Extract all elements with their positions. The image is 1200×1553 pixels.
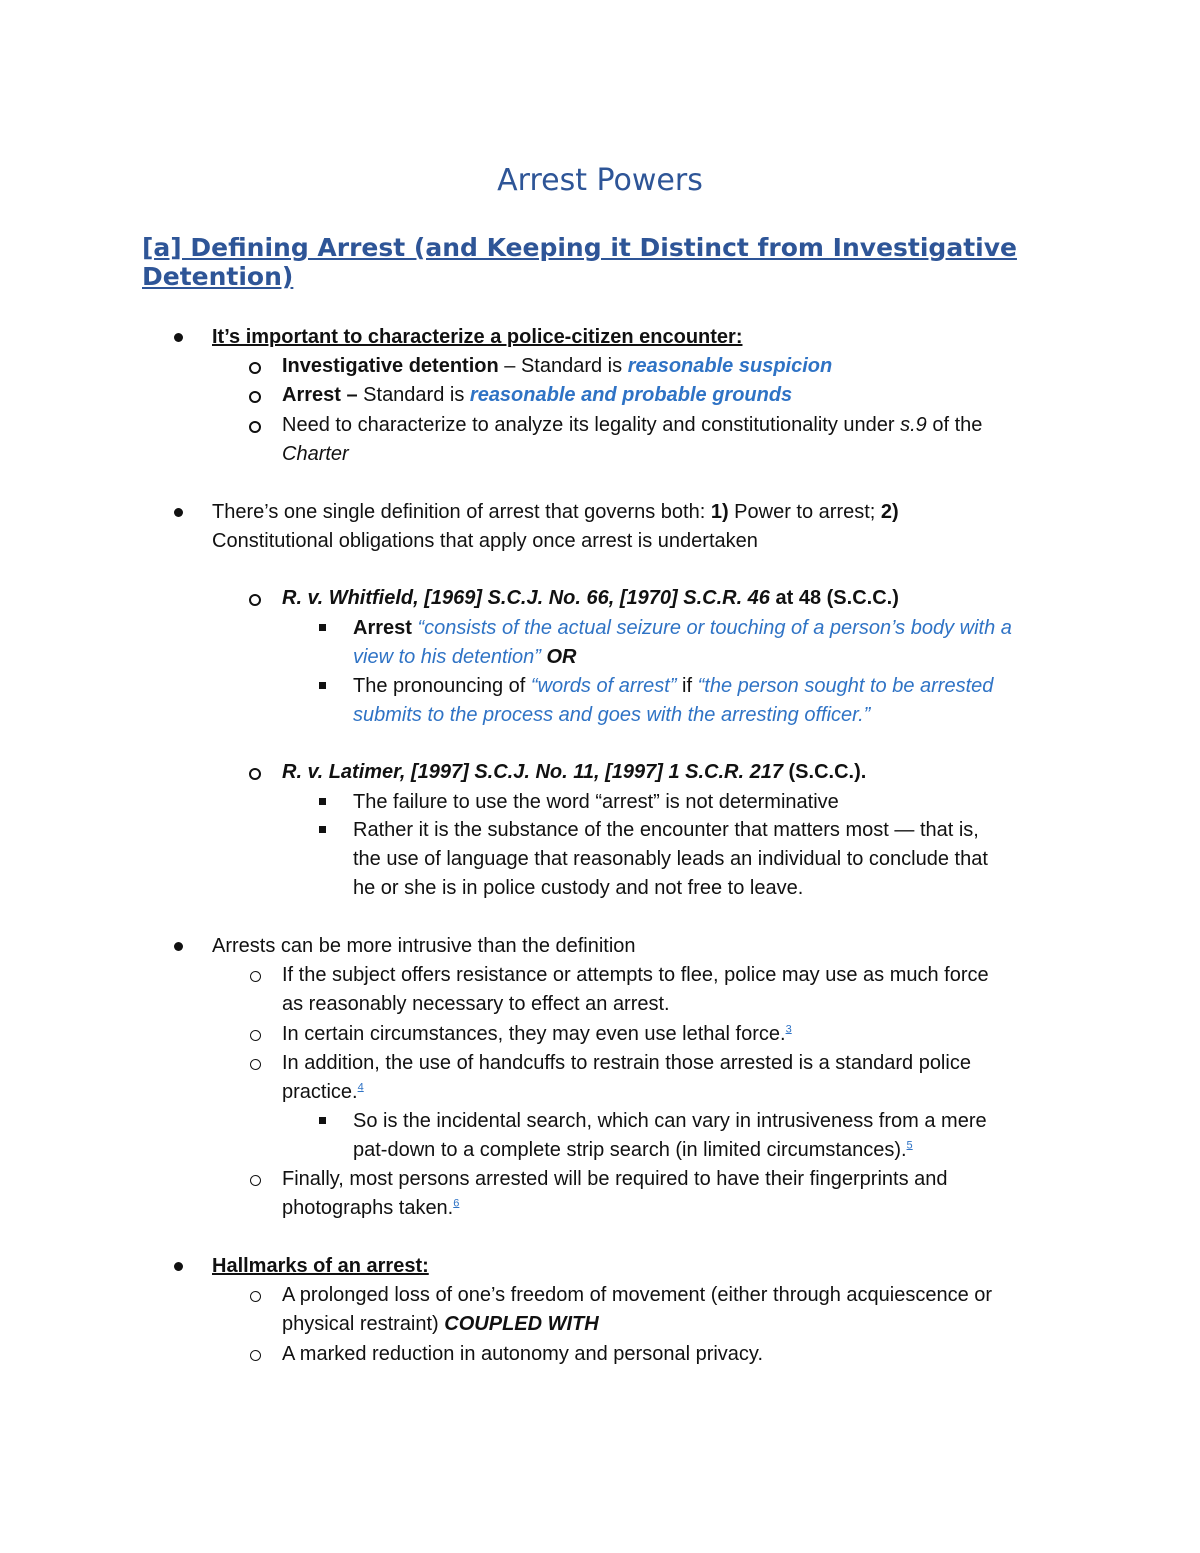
item-handcuffs-1: In addition, the use of handcuffs to restrain those arrested is a standard police [282,1052,971,1074]
item-prolonged-loss-2: physical restraint) COUPLED WITH [282,1313,599,1335]
item-lethal-force: In certain circumstances, they may even use lethal force.$^3$ [282,1023,792,1045]
bullet-dot-icon [174,333,183,342]
bullet-single-definition: There’s one single definition of arrest that governs both: 1) Power to arrest; 2) [212,501,899,523]
whitfield-arrest-definition: Arrest “consists of the actual seizure or touching of a person’s body with a [353,617,1012,639]
sub-bullet-ring-icon [249,768,261,780]
case-latimer: R. v. Latimer, [1997] S.C.J. No. 11, [1997] 1 S.C.R. 217 (S.C.C.). [282,761,867,783]
bullet-dot-icon [174,1262,183,1271]
item-fingerprints-1: Finally, most persons arrested will be required to have their fingerprints and [282,1168,948,1190]
sub-bullet-ring-icon [250,1350,261,1361]
whitfield-words-of-arrest: The pronouncing of “words of arrest” if “the person sought to be arrested [353,675,994,697]
item-prolonged-loss-1: A prolonged loss of one’s freedom of movement (either through acquiescence or [282,1284,993,1306]
sub-bullet-ring-icon [249,391,261,403]
footnote-4-link[interactable]: 4 [357,1081,364,1094]
item-investigative-detention: Investigative detention – Standard is reasonable suspicion [282,355,833,377]
item-characterize-cont: Charter [282,443,349,465]
square-bullet-icon [319,682,326,689]
square-bullet-icon [319,1117,326,1124]
bullet-encounter: It’s important to characterize a police-citizen encounter: [212,326,743,348]
latimer-substance-2: the use of language that reasonably leads an individual to conclude that [353,848,988,870]
heading-line-1: [a] Defining Arrest (and Keeping it Distinct from Investigative [142,233,1017,262]
bullet-hallmarks: Hallmarks of an arrest: [212,1255,429,1277]
bullet-dot-icon [174,508,183,517]
square-bullet-icon [319,798,326,805]
item-characterize: Need to characterize to analyze its legality and constitutionality under s.9 of the [282,414,983,436]
whitfield-words-of-arrest-cont: submits to the process and goes with the arresting officer.” [353,704,871,726]
footnote-3-link[interactable]: 3 [785,1023,792,1036]
item-incidental-search-1: So is the incidental search, which can vary in intrusiveness from a mere [353,1110,987,1132]
item-fingerprints-2: photographs taken.$^6$ [282,1197,460,1219]
sub-bullet-ring-icon [249,594,261,606]
item-resistance-1: If the subject offers resistance or attempts to flee, police may use as much force [282,964,989,986]
latimer-substance-1: Rather it is the substance of the encounter that matters most — that is, [353,819,979,841]
whitfield-arrest-definition-cont: view to his detention” OR [353,646,577,668]
sub-bullet-ring-icon [250,971,261,982]
case-whitfield: R. v. Whitfield, [1969] S.C.J. No. 66, [1970] S.C.R. 46 at 48 (S.C.C.) [282,587,899,609]
sub-bullet-ring-icon [250,1030,261,1041]
sub-bullet-ring-icon [250,1175,261,1186]
item-resistance-2: as reasonably necessary to effect an arrest. [282,993,670,1015]
section-heading [142,233,1062,291]
item-incidental-search-2: pat-down to a complete strip search (in limited circumstances).$^5$ [353,1139,913,1161]
sub-bullet-ring-icon [250,1291,261,1302]
heading-line-2: Detention) [142,262,294,291]
bullet-single-definition-cont: Constitutional obligations that apply once arrest is undertaken [212,530,758,552]
latimer-not-determinative: The failure to use the word “arrest” is not determinative [353,791,839,813]
sub-bullet-ring-icon [249,421,261,433]
bullet-dot-icon [174,942,183,951]
item-handcuffs-2: practice.$^4$ [282,1081,364,1103]
bullet-more-intrusive: Arrests can be more intrusive than the definition [212,935,636,957]
item-reduction-autonomy: A marked reduction in autonomy and personal privacy. [282,1343,764,1365]
latimer-substance-3: he or she is in police custody and not free to leave. [353,877,804,899]
square-bullet-icon [319,826,326,833]
square-bullet-icon [319,624,326,631]
footnote-6-link[interactable]: 6 [453,1197,460,1210]
sub-bullet-ring-icon [249,362,261,374]
item-arrest-standard: Arrest – Standard is reasonable and probable grounds [282,384,793,406]
sub-bullet-ring-icon [250,1059,261,1070]
footnote-5-link[interactable]: 5 [906,1139,913,1152]
page-title: Arrest Powers [497,163,703,198]
